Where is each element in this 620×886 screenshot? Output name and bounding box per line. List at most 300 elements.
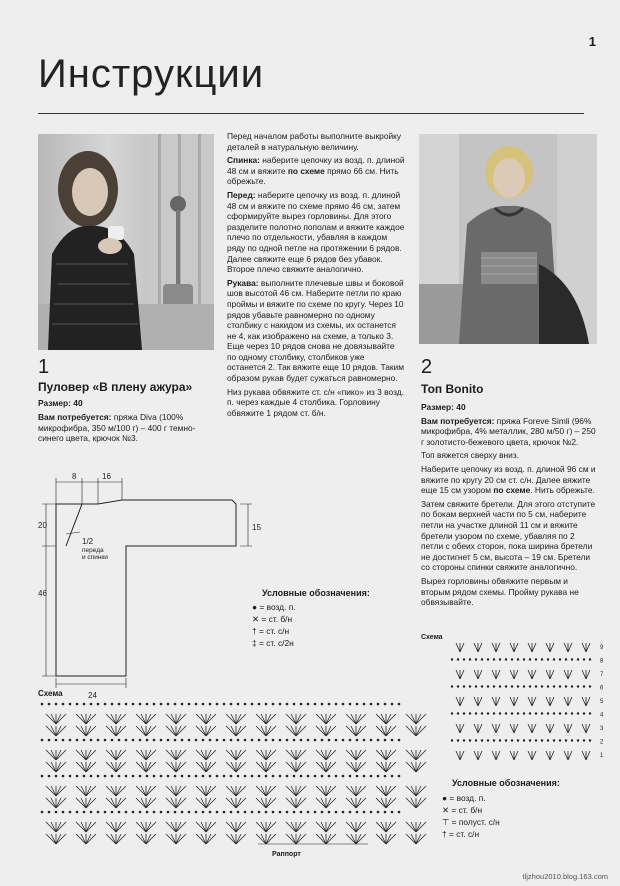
dc-stitch-mark [46,822,56,832]
chain-stitch-mark [342,775,345,778]
dc-stitch-mark [496,751,500,760]
dc-stitch-mark [321,714,326,724]
dc-stitch-mark [86,714,91,724]
chain-stitch-mark [181,739,184,742]
dc-stitch-mark [116,726,121,736]
dc-stitch-mark [376,798,386,808]
page-number: 1 [588,34,596,49]
chain-stitch-mark [265,811,268,814]
chain-symbol-icon: ● [442,793,448,803]
chain-stitch-mark [463,712,465,714]
dc-stitch-mark [56,762,66,772]
dc-stitch-mark [236,750,241,760]
chain-stitch-mark [391,703,394,706]
dc-stitch-mark [546,697,550,706]
dc-stitch-mark [206,714,216,724]
chain-stitch-mark [272,703,275,706]
dc-stitch-mark [286,762,296,772]
model2-p2 [421,464,599,496]
dc-stitch-mark [386,714,391,724]
dc-stitch-mark [51,786,56,796]
dc-stitch-mark [416,786,421,796]
chain-stitch-mark [300,811,303,814]
dc-stitch-mark [316,726,326,736]
dc-stitch-mark [176,762,181,772]
chain-stitch-mark [487,712,489,714]
dc-stitch-mark [326,762,336,772]
dc-stitch-mark [176,726,186,736]
chain-stitch-mark [475,712,477,714]
dc-stitch-mark [116,714,121,724]
model1-photo-illustration [38,134,214,350]
dc-stitch-mark [266,750,271,760]
dc-stitch-mark [266,714,276,724]
dc-stitch-mark [296,726,301,736]
dc-stitch-mark [111,750,116,760]
dc-stitch-mark [236,726,246,736]
dc-stitch-mark [106,762,116,772]
chain-stitch-mark [583,739,585,741]
dc-stitch-mark [296,834,301,844]
chain-stitch-mark [216,775,219,778]
chain-stitch-mark [258,739,261,742]
dc-stitch-mark [582,697,586,706]
chain-stitch-mark [457,739,459,741]
legend1-item-dc [252,625,382,637]
chain-stitch-mark [293,775,296,778]
model2-title: Топ Bonito [421,382,484,396]
dc-stitch-mark [206,714,211,724]
dc-stitch-mark [460,643,464,652]
chain-stitch-mark [356,739,359,742]
dc-stitch-mark [86,762,91,772]
dc-stitch-mark [171,750,176,760]
dc-stitch-mark [326,834,336,844]
dc-stitch-mark [261,822,266,832]
chain-stitch-mark [505,712,507,714]
dc-stitch-mark [286,714,296,724]
dc-stitch-mark [376,786,386,796]
chain-stitch-mark [216,811,219,814]
dc-stitch-mark [111,834,116,844]
chain-stitch-mark [111,739,114,742]
double-crochet-symbol-icon: † [252,626,257,636]
dc-stitch-mark [46,714,56,724]
chain-stitch-mark [589,685,591,687]
chain-stitch-mark [571,685,573,687]
chain-stitch-mark [463,658,465,660]
dc-stitch-mark [496,697,500,706]
dc-stitch-mark [356,726,366,736]
chain-stitch-mark [265,775,268,778]
dc-stitch-mark [206,834,216,844]
chain-stitch-mark [328,739,331,742]
chain-stitch-mark [511,712,513,714]
chain-stitch-mark [202,739,205,742]
dc-stitch-mark [86,786,96,796]
chain-stitch-mark [223,775,226,778]
dc-stitch-mark [286,726,296,736]
dc-stitch-mark [166,798,176,808]
dc-stitch-mark [326,822,336,832]
dc-stitch-mark [346,762,356,772]
dc-stitch-mark [86,822,96,832]
chain-stitch-mark [535,712,537,714]
dc-stitch-mark [411,750,416,760]
dc-stitch-mark [201,798,206,808]
chain-stitch-mark [83,739,86,742]
chart2-row-number: 7 [600,672,604,678]
chain-stitch-mark [55,739,58,742]
dc-stitch-mark [460,724,464,733]
dc-stitch-mark [266,714,271,724]
dc-stitch-mark [176,822,186,832]
dc-stitch-mark [106,726,116,736]
dc-stitch-mark [321,834,326,844]
dc-stitch-mark [381,726,386,736]
chain-stitch-mark [41,811,44,814]
dc-stitch-mark [266,726,271,736]
chain-stitch-mark [167,775,170,778]
dc-stitch-mark [291,798,296,808]
dc-stitch-mark [206,834,211,844]
dc-stitch-mark [116,786,126,796]
chain-stitch-mark [118,775,121,778]
chain-stitch-mark [559,685,561,687]
dc-stitch-mark [326,714,336,724]
dc-stitch-mark [231,834,236,844]
dc-stitch-mark [176,726,181,736]
dc-stitch-mark [346,798,356,808]
dc-stitch-mark [386,798,396,808]
dc-stitch-mark [56,798,61,808]
dc-stitch-mark [416,750,426,760]
dc-stitch-mark [196,762,206,772]
chain-stitch-mark [523,658,525,660]
chain-stitch-mark [391,739,394,742]
chain-stitch-mark [97,775,100,778]
dc-stitch-mark [381,822,386,832]
dc-stitch-mark [460,751,464,760]
dc-stitch-mark [106,750,116,760]
dc-stitch-mark [550,751,554,760]
dc-stitch-mark [116,762,126,772]
model2-legend-title: Условные обозначения: [452,778,560,788]
dc-stitch-mark [166,762,176,772]
chain-stitch-mark [307,739,310,742]
dc-stitch-mark [266,786,271,796]
model1-need-label: Вам потребуется: [38,412,112,422]
chart2-row-number: 3 [600,726,604,732]
chain-stitch-mark [62,703,65,706]
dc-stitch-mark [460,697,464,706]
chain-stitch-mark [342,703,345,706]
model1-need-text: пряжа Diva (100% микрофибра, 350 м/100 г) – 400 г темно-синего цвета, крючок №3. [38,412,196,444]
dc-stitch-mark [316,822,326,832]
dc-stitch-mark [492,643,496,652]
dc-stitch-mark [316,762,326,772]
dc-stitch-mark [346,726,356,736]
dc-stitch-mark [356,834,361,844]
chain-stitch-mark [76,739,79,742]
dc-stitch-mark [406,750,416,760]
dc-stitch-mark [176,822,181,832]
model2-p1: Топ вяжется сверху вниз. [421,450,520,461]
chain-stitch-mark [97,703,100,706]
dc-stitch-mark [76,822,86,832]
dc-stitch-mark [56,822,61,832]
chain-stitch-mark [307,811,310,814]
dc-stitch-mark [286,750,296,760]
chain-stitch-mark [335,703,338,706]
dc-stitch-mark [166,714,176,724]
chain-stitch-mark [469,739,471,741]
dc-stitch-mark [286,798,296,808]
dc-stitch-mark [386,822,396,832]
chain-stitch-mark [195,703,198,706]
dc-stitch-mark [474,751,478,760]
dc-stitch-mark [406,798,416,808]
dc-stitch-mark [416,834,426,844]
dc-stitch-mark [416,786,426,796]
chain-stitch-mark [499,658,501,660]
chain-stitch-mark [146,739,149,742]
dc-stitch-mark [286,834,296,844]
chain-stitch-mark [342,811,345,814]
chain-stitch-mark [457,658,459,660]
chain-stitch-mark [139,739,142,742]
chain-stitch-mark [517,685,519,687]
dim-right: 15 [252,523,261,532]
model2-p2-bold: по схеме [493,485,531,496]
dc-stitch-mark [416,798,421,808]
chain-stitch-mark [384,775,387,778]
dc-stitch-mark [86,714,96,724]
dc-stitch-mark [76,714,86,724]
dc-stitch-mark [86,750,96,760]
dc-stitch-mark [256,714,266,724]
dc-stitch-mark [286,786,296,796]
chain-stitch-mark [76,811,79,814]
double-crochet-symbol-icon: † [442,829,447,839]
chain-stitch-mark [139,775,142,778]
chain-stitch-mark [577,712,579,714]
dc-stitch-mark [261,786,266,796]
chain-stitch-mark [293,739,296,742]
dc-stitch-mark [171,822,176,832]
chain-stitch-mark [391,811,394,814]
chain-stitch-mark [132,811,135,814]
chain-stitch-mark [349,811,352,814]
chain-stitch-mark [529,685,531,687]
dc-stitch-mark [116,834,126,844]
dc-stitch-mark [231,726,236,736]
dc-stitch-mark [316,786,326,796]
chain-stitch-mark [41,775,44,778]
dc-stitch-mark [106,714,116,724]
chain-stitch-mark [181,775,184,778]
dc-stitch-mark [201,834,206,844]
chain-stitch-mark [209,739,212,742]
dc-stitch-mark [564,751,568,760]
dc-stitch-mark [286,822,296,832]
dc-stitch-mark [146,750,156,760]
dc-stitch-mark [586,751,590,760]
dc-stitch-mark [116,750,126,760]
dc-stitch-mark [456,697,460,706]
dc-stitch-mark [568,670,572,679]
dc-stitch-mark [406,762,416,772]
chain-stitch-mark [475,685,477,687]
dc-stitch-mark [136,762,146,772]
dc-stitch-mark [196,750,206,760]
chain-stitch-mark [258,775,261,778]
dc-stitch-mark [411,726,416,736]
model1-chart-label: Схема [38,689,63,698]
model1-crochet-chart [38,698,410,848]
chain-stitch-mark [132,775,135,778]
dc-stitch-mark [586,724,590,733]
chain-stitch-mark [251,703,254,706]
dc-stitch-mark [111,822,116,832]
dc-stitch-mark [166,726,176,736]
dc-stitch-mark [386,714,396,724]
chain-stitch-mark [83,811,86,814]
dc-stitch-mark [226,834,236,844]
dc-stitch-mark [291,786,296,796]
dc-stitch-mark [381,714,386,724]
dc-stitch-mark [86,726,96,736]
chain-stitch-mark [167,739,170,742]
dc-stitch-mark [532,643,536,652]
chain-stitch-mark [307,775,310,778]
dc-stitch-mark [416,798,426,808]
dc-stitch-mark [56,750,61,760]
chain-stitch-mark [251,739,254,742]
dim-top-left: 8 [72,472,77,481]
dc-stitch-mark [146,762,151,772]
dc-stitch-mark [456,670,460,679]
chain-stitch-mark [377,703,380,706]
dc-stitch-mark [176,786,186,796]
chain-stitch-mark [41,703,44,706]
dc-stitch-mark [291,726,296,736]
dc-stitch-mark [416,750,421,760]
chart2-row-number: 1 [600,753,604,759]
chain-stitch-mark [517,658,519,660]
chain-stitch-mark [90,703,93,706]
dc-stitch-mark [81,750,86,760]
model2-need-text: пряжа Foreve Simli (96% микрофибра, 4% металлик, 280 м/50 г) – 250 г золотисто-бежевого цвета, крючок №2. [421,415,596,447]
dc-stitch-mark [231,762,236,772]
model2-chart-label: Схема [421,634,443,641]
dc-stitch-mark [351,786,356,796]
model1-sleeve-text: выполните плечевые швы и боковой шов высотой 46 см. Наберите петли по краю проймы и вяжите по схеме по кругу. Через 10 рядов убавьте равномерно по одному столбику с накидом из схемы, их останется не 4, как изображено на схеме, а только 3. Еще через 10 рядов снова не довязывайте по одному столбику, столбиков уже останется 2. Так вяжите еще 10 рядов. Таким образом рукав будет сужаться равномерно. [227,277,404,384]
dc-stitch-mark [116,798,121,808]
dc-stitch-mark [474,724,478,733]
chain-stitch-mark [153,775,156,778]
model2-p4: Вырез горловины обвяжите первым и вторым рядом схемы. Пройму рукава не обвязывайте. [421,575,579,608]
dc-stitch-mark [256,798,266,808]
chain-stitch-mark [195,775,198,778]
dc-stitch-mark [51,822,56,832]
dc-stitch-mark [586,643,590,652]
model1-back-bold: по схеме [287,165,325,176]
dc-stitch-mark [201,714,206,724]
chain-stitch-mark [258,811,261,814]
model2-crochet-chart [448,640,608,768]
dc-stitch-mark [56,714,61,724]
model2-text [421,402,599,611]
dc-stitch-mark [231,822,236,832]
model2-size [421,402,599,413]
dc-stitch-mark [564,670,568,679]
dc-stitch-mark [51,726,56,736]
dc-stitch-mark [582,670,586,679]
legend1-text-tr: = ст. с/2н [259,638,294,648]
legend1-item-tr [252,637,382,649]
chain-stitch-mark [146,703,149,706]
dc-stitch-mark [514,697,518,706]
model1-front-text: наберите цепочку из возд. п. длиной 48 см и вяжите по схеме прямо 46 см, затем сформируйте вырез горловины. Для этого разделите полотно пополам и вяжите каждое плечо по отдельности, убавляя в каждом ряду по одной петле на протяжении 6 рядов. Далее свяжите еще 6 рядов без убавок. Второе плечо свяжите аналогично. [227,189,405,275]
legend2-text-chain: = возд. п. [449,793,486,803]
dc-stitch-mark [296,798,301,808]
chain-stitch-mark [547,658,549,660]
dc-stitch-mark [51,762,56,772]
chain-stitch-mark [529,712,531,714]
dc-stitch-mark [266,726,276,736]
chain-stitch-mark [553,658,555,660]
dc-stitch-mark [111,762,116,772]
dc-stitch-mark [386,726,396,736]
model1-title: Пуловер «В плену ажура» [38,380,193,394]
dc-stitch-mark [86,786,91,796]
dc-stitch-mark [116,714,126,724]
dc-stitch-mark [176,786,181,796]
chain-stitch-mark [62,775,65,778]
dc-stitch-mark [291,822,296,832]
legend1-item-chain [252,601,382,613]
chain-stitch-mark [209,703,212,706]
dc-stitch-mark [296,714,306,724]
dc-stitch-mark [266,762,271,772]
dc-stitch-mark [296,786,306,796]
dc-stitch-mark [201,750,206,760]
dc-stitch-mark [416,822,421,832]
dc-stitch-mark [201,726,206,736]
chain-stitch-mark [125,811,128,814]
chain-stitch-mark [286,811,289,814]
dc-stitch-mark [326,786,331,796]
dc-stitch-mark [236,714,246,724]
dc-stitch-mark [346,834,356,844]
chain-stitch-mark [511,685,513,687]
dc-stitch-mark [406,834,416,844]
dc-stitch-mark [291,714,296,724]
dc-stitch-mark [206,762,216,772]
chain-stitch-mark [265,739,268,742]
dc-stitch-mark [510,751,514,760]
chain-stitch-mark [363,703,366,706]
dc-stitch-mark [116,822,121,832]
chain-stitch-mark [272,811,275,814]
dc-stitch-mark [406,786,416,796]
chain-stitch-mark [293,811,296,814]
dc-stitch-mark [146,786,151,796]
dc-stitch-mark [321,798,326,808]
pattern-label-1: переда [82,547,104,554]
chain-stitch-mark [321,775,324,778]
